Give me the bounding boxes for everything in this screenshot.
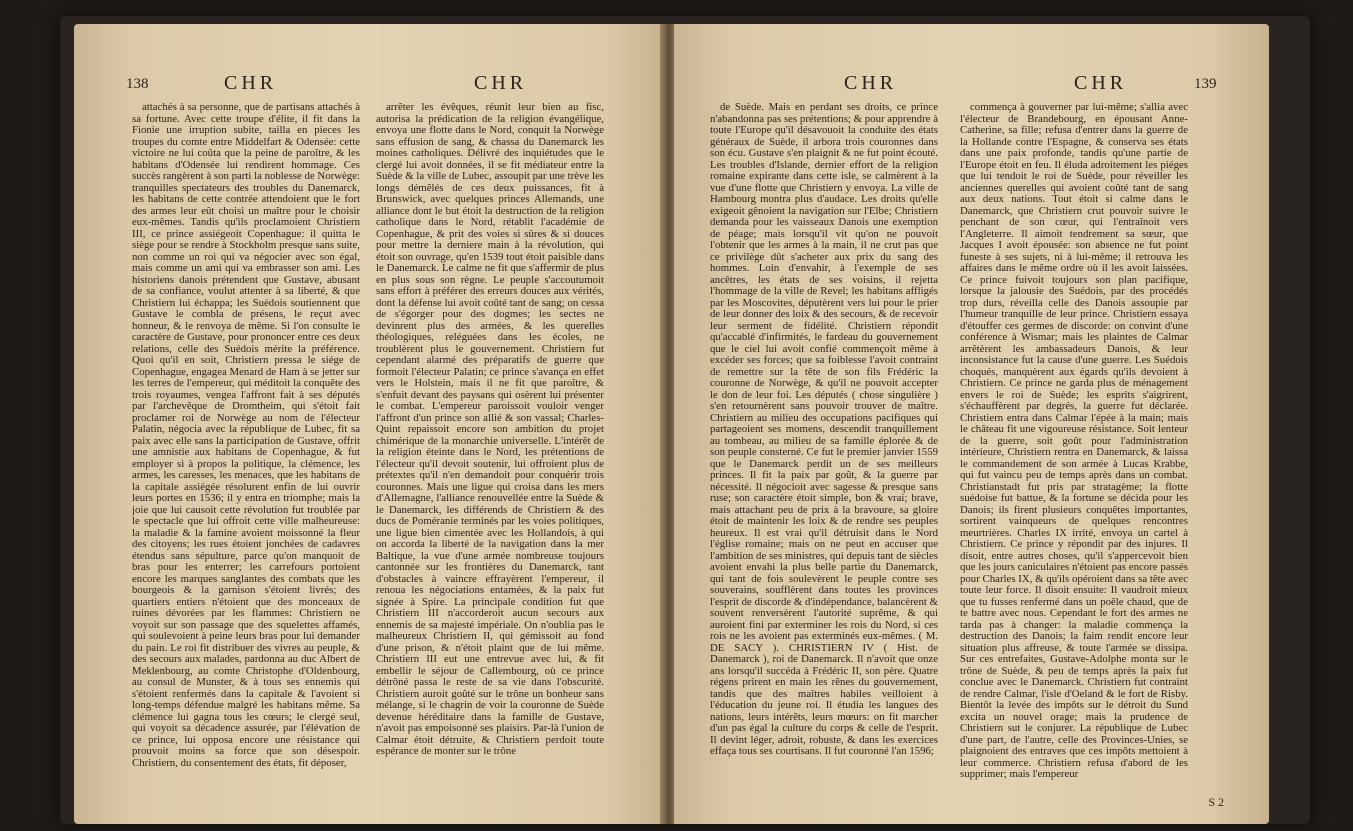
body-text: commença à gouverner par lui-même; s'allia avec l'électeur de Brandebourg, en épousant Anne-Catherine, sa fille; refusa d'entrer dans la guerre de la Hollande contre l'Espagne, & conserva ses états dans une paix profonde, tandis qu'une partie de l'Europe étoit en feu. Il éluda adroitement les piéges que lui tendoit le roi de Suède, pour réveiller les anciennes querelles qui avoient coûté tant de sang aux deux nations. Tout étoit si calme dans le Danemarck, que Christiern crut pouvoir suivre le penchant de son cœur, qui l'entraînoit vers l'Angleterre. Il aimoit tendrement sa sœur, que Jacques I avoit épousée: son absence ne fut point funeste à ses sujets, ni à lui-même; il retrouva les affaires dans le même ordre où il les avoit laissées. Ce prince fuivoit toujours son plan pacifique, lorsque la jalousie des Suédois, par des procédés trop durs, réveilla celle des Danois assoupie par l'humeur tranquille de leur prince. Christiern essaya d'étouffer ces germes de discorde: on convint d'une conférence à Wismar; mais les plaintes de Calmar arrêtèrent les ambassadeurs Danois, & leur inconsistance fut la cause d'une guerre. Les Suédois choqués, manquèrent aux égards qu'ils devoient à Christiern. Ce prince ne garda plus de ménagement envers le roi de Suède; les esprits s'aigrirent, s'échauffèrent par degrés, la guerre fut déclarée. Christiern entra dans Calmar l'épée à la main; mais le château fit une vigoureuse résistance. Soit lenteur de la guerre, soit goût pour l'administration intérieure, Christiern rentra en Danemarck, & laissa le commandement de son armée à Lucas Krabbe, qui fut vaincu peu de temps après dans un combat. Christianstadt fut pris par stratagème; la flotte suédoise fut battue, & la fortune se décida pour les Danois; ils firent plusieurs conquêtes importantes, sortirent vainqueurs de quelques rencontres meurtrières. Charles IX irrité, envoya un cartel à Christiern. Ce prince y répondit par des injures. Il disoit, entre autres choses, qu'il s'appercevoit bien que les jours caniculaires n'étoient pas encore passés pour Charles IX, & qu'ils opéroient dans sa tête avec toute leur force. Il disoit ensuite: Il vaudroit mieux que tu fusses renfermé dans un poêle chaud, que de te battre avec nous. Cependant le fort des armes ne tarda pas à changer: la maladie commença la destruction des Danois; la faim rendit encore leur situation plus affreuse, & toute l'armée se dissipa. Sur ces entrefaites, Gustave-Adolphe monta sur le trône de Suède, & peu de temps après la paix fut conclue avec le Danemarck. Christiern fut contraint de rendre Calmar, l'isle d'Oeland & le fort de Risby. Bientôt la levée des impôts sur le détroit du Sund excita un nouvel orage; mais la prudence de Christiern sut le conjurer. La république de Lubec d'une part, de l'autre, celle des Provinces-Unies, se plaignoient des entraves que ces impôts mettoient à leur commerce. Christiern refusa d'abord de les supprimer; mais l'empereur [960, 102, 1188, 780]
text-column-right [960, 102, 1188, 781]
body-text: de Suède. Mais en perdant ses droits, ce prince n'abandonna pas ses prétentions; & pour apprendre à toute l'Europe qu'il désavouoit la conduite des états généraux de Suède, il arbora trois couronnes dans son écu. Gustave s'en plaignit & ne fut point écouté. Les troubles d'Islande, dernier effort de la religion romaine expirante dans cette isle, se calmèrent à la vue d'une flotte que Christiern y envoya. La ville de Hambourg montra plus d'audace. Les droits qu'elle exigeoit gênoient la navigation sur l'Elbe; Christiern demanda pour les vaisseaux Danois une exemption de péage; mais lorsqu'il vit qu'on ne pouvoit l'obtenir que les armes à la main, il ne crut pas que ce privilège dût s'acheter aux prix du sang des hommes. Loin d'envahir, à l'exemple de ses ancêtres, les états de ses voisins, il rejetta l'hommage de la ville de Revel; les habitans affligés par les Moscovites, députèrent vers lui pour le prier de leur donner des loix & des secours, & de recevoir leur serment de fidélité. Christiern répondit qu'accablé d'infirmités, le fardeau du gouvernement que le ciel lui avoit confié commençoit même à excéder ses forces; que sa foiblesse l'avoit contraint de remettre sur la tête de son fils Frédéric la couronne de Norwège, & qu'il ne pouvoit accepter le don de leur foi. Les députés ( chose singulière ) s'en retournèrent sans pouvoir trouver de maître. Christiern au milieu des occupations pacifiques qui partageoient ses momens, descendit tranquillement au tombeau, au milieu de sa famille éplorée & de son peuple consterné. Ce fut le premier janvier 1559 que le Danemarck perdit un de ses meilleurs princes. Il fit la paix par goût, & la guerre par nécessité. Il négocioit avec sagesse & presque sans ruse; son caractère étoit simple, bon & vrai; brave, mais attachant peu de prix à la bravoure, sa gloire étoit de maintenir les loix & de rendre ses peuples heureux. Il est vrai qu'il détruisit dans le Nord l'église romaine; mais on ne peut en accuser que l'ambition de ses ministres, qui depuis tant de siècles avoient envahi la plus belle partie du Danemarck, qui tant de fois soulevèrent le peuple contre ses souverains, soufflèrent dans toutes les provinces l'esprit de discorde & d'indépendance, balancèrent & souvent renversèrent l'autorité suprême, & qui auroient fini par exterminer les rois du Nord, si ces rois ne les avoient pas exterminés eux-mêmes. ( M. DE SACY ). CHRISTIERN IV ( Hist. de Danemarck ), roi de Danemarck. Il n'avoit que onze ans lorsqu'il succéda à Frédéric II, son père. Quatre régens prirent en main les rênes du gouvernement, tandis que des maîtres habiles veilloient à l'éducation du jeune roi. Il étudia les langues des nations, leurs intérêts, leurs mœurs: on fit marcher d'un pas égal la culture du corps & celle de l'esprit. Il devint léger, adroit, robuste, & dans les exercices effaça tous ses courtisans. Il fut couronné l'an 1596; [710, 102, 938, 757]
running-head: CHR [474, 72, 528, 94]
signature-mark: S 2 [1208, 795, 1224, 809]
right-page-header [674, 72, 1269, 102]
text-column-left [710, 102, 938, 758]
left-page-header [74, 72, 664, 102]
text-column-right [376, 102, 604, 758]
page-number: 139 [1194, 76, 1217, 92]
running-head: CHR [844, 72, 898, 94]
body-text: arrêter les évêques, réunit leur bien au fisc, autorisa la prédication de la religion évangélique, envoya une flotte dans le Nord, conquit la Norwège sans effusion de sang, & chassa du Danemarck les moines catholiques. Délivré des inquiétudes que le clergé lui avoit données, il se fit médiateur entre la Suède & la ville de Lubec, assoupit par une trève les longs démêlés de ces deux puissances, fit à Brunswick, avec quelques princes Allemands, une alliance dont le but étoit la destruction de la religion catholique dans le Nord, rétablit l'académie de Copenhague, & prit des voies si sûres & si douces pour mettre la derniere main à la révolution, qui étoit son ouvrage, qu'en 1539 tout étoit paisible dans le Danemarck. Le calme ne fit que s'affermir de plus en plus sous son règne. Le peuple s'accoutumoit sans effort à préférer des erreurs douces aux vérités, dont la défense lui avoit coûté tant de sang; on cessa de s'égorger pour des dogmes; les sectes ne devinrent plus des armées, & les querelles théologiques, reléguées dans les écoles, ne troublèrent plus le gouvernement. Christiern fut cependant alarmé des préparatifs de guerre que formoit l'électeur Palatin; ce prince s'avança en effet vers le Holstein, mais il ne fit que paroître, & s'enfuit devant des paysans qui osèrent lui présenter le combat. L'empereur paroissoit vouloir venger l'affront d'un prince son allié & son vassal; Charles-Quint repaissoit encore son ambition du projet chimérique de la monarchie universelle. L'intérêt de la religion éteinte dans le Nord, les prétentions de l'électeur qu'il devoit soutenir, lui offroient plus de prétextes qu'il n'en demandoit pour conquérir trois couronnes. Mais une ligue qui croisa dans les mers d'Allemagne, l'alliance renouvellée entre la Suède & le Danemarck, les différends de Christiern & des ducs de Poméranie terminés par les voies politiques, une ligue bien cimentée avec les Hollandois, à qui on accorda la liberté de la navigation dans la mer Baltique, la vue d'une armée nombreuse toujours cantonnée sur les frontières du Danemarck, tant d'obstacles à vaincre effrayèrent l'empereur, il renoua les négociations entamées, & la paix fut signée à Spire. La principale condition fut que Christiern III n'accorderoit aucun secours aux ennemis de sa majesté impériale. On n'oublia pas le malheureux Christiern II, qui gémissoit au fond d'une prison, & n'étoit plaint que de lui même. Christiern III eut une entrevue avec lui, & fit embellir le séjour de Callembourg, où ce prince détrôné passa le reste de sa vie dans l'obscurité. Christiern auroit goûté sur le trône un bonheur sans mélange, si le chagrin de voir la couronne de Suède devenue héréditaire dans la famille de Gustave, n'avoit pas empoisonné ses plaisirs. Par-là l'union de Calmar étoit détruite, & Christiern perdoit toute espérance de monter sur le trône [376, 102, 604, 757]
running-head: CHR [224, 72, 278, 94]
page-number: 138 [126, 76, 149, 92]
text-column-left [132, 102, 360, 769]
right-page [674, 24, 1269, 824]
book-spread [60, 16, 1310, 824]
body-text: attachés à sa personne, que de partisans attachés à sa fortune. Avec cette troupe d'élite, il fit dans la Fionie une irruption subite, tailla en pieces les troupes du comte entre Middelfart & Odensée: cette victoire ne lui coûta que la peine de paroître, & les habitans d'Odensée lui rendirent hommage. Ces succès rangèrent à son parti la noblesse de Norwège: tranquilles spectateurs des troubles du Danemarck, les habitans de cette contrée attendoient que le fort des armes leur eût choisi un maître pour le choisir eux-mêmes. Tandis qu'ils proclamoient Christiern III, ce prince assiégeoit Copenhague: il quitta le siège pour se rendre à Stockholm presque sans suite, non comme un roi qui va négocier avec son égal, mais comme un ami qui va embrasser son ami. Les historiens danois prétendent que Gustave, abusant de sa confiance, voulut attenter à sa liberté, & que Christiern lui échappa; les Suédois soutiennent que Gustave le combla de présens, le reçut avec honneur, & le renvoya de même. Si l'on consulte le caractère de Gustave, pour prononcer entre ces deux relations, celle des Suédois mérite la préférence. Quoi qu'il en soit, Christiern pressa le siége de Copenhague, engagea Menard de Ham à se jetter sur les terres de l'empereur, qui méditoit la conquête des trois royaumes, vengea l'affront fait à ses députés par l'archevêque de Dromtheim, qui s'étoit fait proclamer roi de Norwège au nom de l'électeur Palatin, négocia avec la république de Lubec, fit sa paix avec elle sans la participation de Gustave, offrit une amnistie aux habitans de Copenhague, & fut employer si à propos la politique, la clémence, les armes, les caresses, les menaces, que les habitans de la capitale assiégée résolurent enfin de lui ouvrir leurs portes en 1536; il y entra en triomphe; mais la joie que lui causoit cette révolution fut troublée par le spectacle que lui offroit cette ville malheureuse: la maladie & la famine avoient moissonné la fleur des citoyens; les rues étoient jonchées de cadavres étendus sans sépulture, parce qu'on manquoit de bras pour les enterrer; les carrefours portoient encore les marques sanglantes des combats que les bourgeois & la garnison s'étoient livrés; des quartiers entiers n'étoient que des monceaux de ruines dévorées par les flammes: Christiern ne voyoit sur son passage que des squelettes affamés, qui soulevoient à peine leurs bras pour lui demander du pain. Le roi fit distribuer des vivres au peuple, & des secours aux malades, pardonna au duc Albert de Meklenbourg, au comte Christophe d'Oldenbourg, au consul de Munster, & à tous ses ennemis qui s'étoient renfermés dans la capitale & l'avoient si long-temps défendue malgré les habitans même. Sa clémence lui gagna tous les cœurs; le clergé seul, qui voyoit sa décadence assurée, par l'élévation de ce prince, lui opposa encore une résistance qui prouvoit moins sa force que son désespoir. Christiern, du consentement des états, fit déposer, [132, 102, 360, 769]
left-page [74, 24, 664, 824]
running-head: CHR [1074, 72, 1128, 94]
